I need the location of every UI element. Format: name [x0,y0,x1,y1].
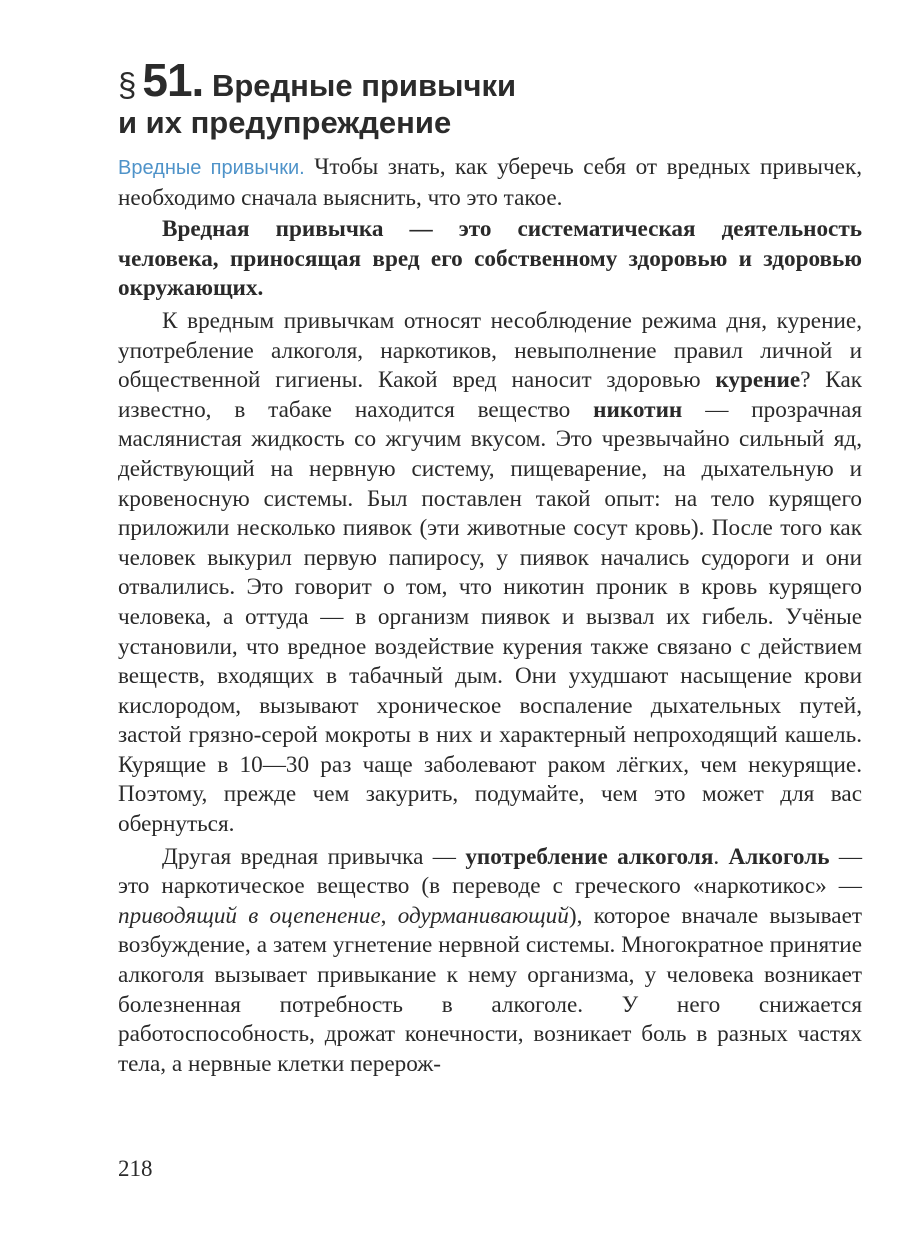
alcohol-text-3: — это наркотическое вещество (в переводе с греческого «наркотикос» — [118,843,863,900]
term-alcohol-use: употребление алкоголя [465,843,714,870]
alcohol-italic-2: одурманивающий [397,902,569,929]
section-number: 51. [142,54,204,106]
section-title [118,54,862,141]
intro-lead: Вредные привычки. [118,157,305,179]
alcohol-text-1: Другая вредная привычка — [162,843,456,870]
smoking-text-2: ? Как известно, в табаке находится вещество [118,367,863,423]
alcohol-text-5: ), которое вначале вызывает возбуждение, а затем угнетение нервной системы. Многократное принятие алкоголя вызывает привыкание к нему организма, у человека возникает болезненная потребность в алкоголе. У него снижается работоспособность, дрожат конечности, возникает боль в разных частях тела, а нервные клетки перерож- [118,902,862,1077]
term-alcohol: Алкоголь [728,843,830,870]
alcohol-text-2: . [713,843,720,870]
intro-paragraph [118,153,862,213]
section-symbol: § [118,66,137,103]
term-smoking: курение [715,367,801,394]
intro-text: Чтобы знать, как уберечь себя от вредных привычек, необходимо сначала выяснить, что это такое. [118,154,863,211]
alcohol-paragraph [118,843,862,1080]
title-line-1: Вредные привычки [211,68,517,103]
page-number: 218 [118,1156,153,1181]
term-nicotine: никотин [593,396,683,423]
alcohol-text-4: , [380,902,387,929]
alcohol-italic-1: приводящий в оцепенение [118,902,381,929]
smoking-text-3: — прозрачная маслянистая жидкость со жгучим вкусом. Это чрезвычайно сильный яд, действующий на нервную систему, пищеварение, на дыхательную и кровеносную системы. Был поставлен такой опыт: на тело курящего приложили несколько пиявок (эти животные сосут кровь). После того как человек выкурил первую папиросу, у пиявок начались судороги и они отвалились. Это говорит о том, что никотин проник в кровь курящего человека, а оттуда — в организм пиявок и вызвал их гибель. Учёные установили, что вредное воздействие курения также связано с действием веществ, входящих в табачный дым. Они ухудшают насыщение крови кислородом, вызывают хроническое воспаление дыхательных путей, застой грязно-серой мокроты в них и характерный непроходящий кашель. Курящие в 10—30 раз чаще заболевают раком лёгких, чем некурящие. Поэтому, прежде чем закурить, подумайте, чем это может для вас обернуться. [118,396,862,838]
smoking-text-1: К вредным привычкам относят несоблюдение режима дня, курение, употребление алкоголя, наркотиков, невыполнение правил личной и общественной гигиены. Какой вред наносит здоровью [118,307,862,394]
title-line-2: и их предупреждение [118,105,452,140]
smoking-paragraph [118,307,862,840]
definition-paragraph: Вредная привычка — это систематическая деятельность человека, приносящая вред его собственному здоровью и здоровью окружающих. [118,216,862,302]
